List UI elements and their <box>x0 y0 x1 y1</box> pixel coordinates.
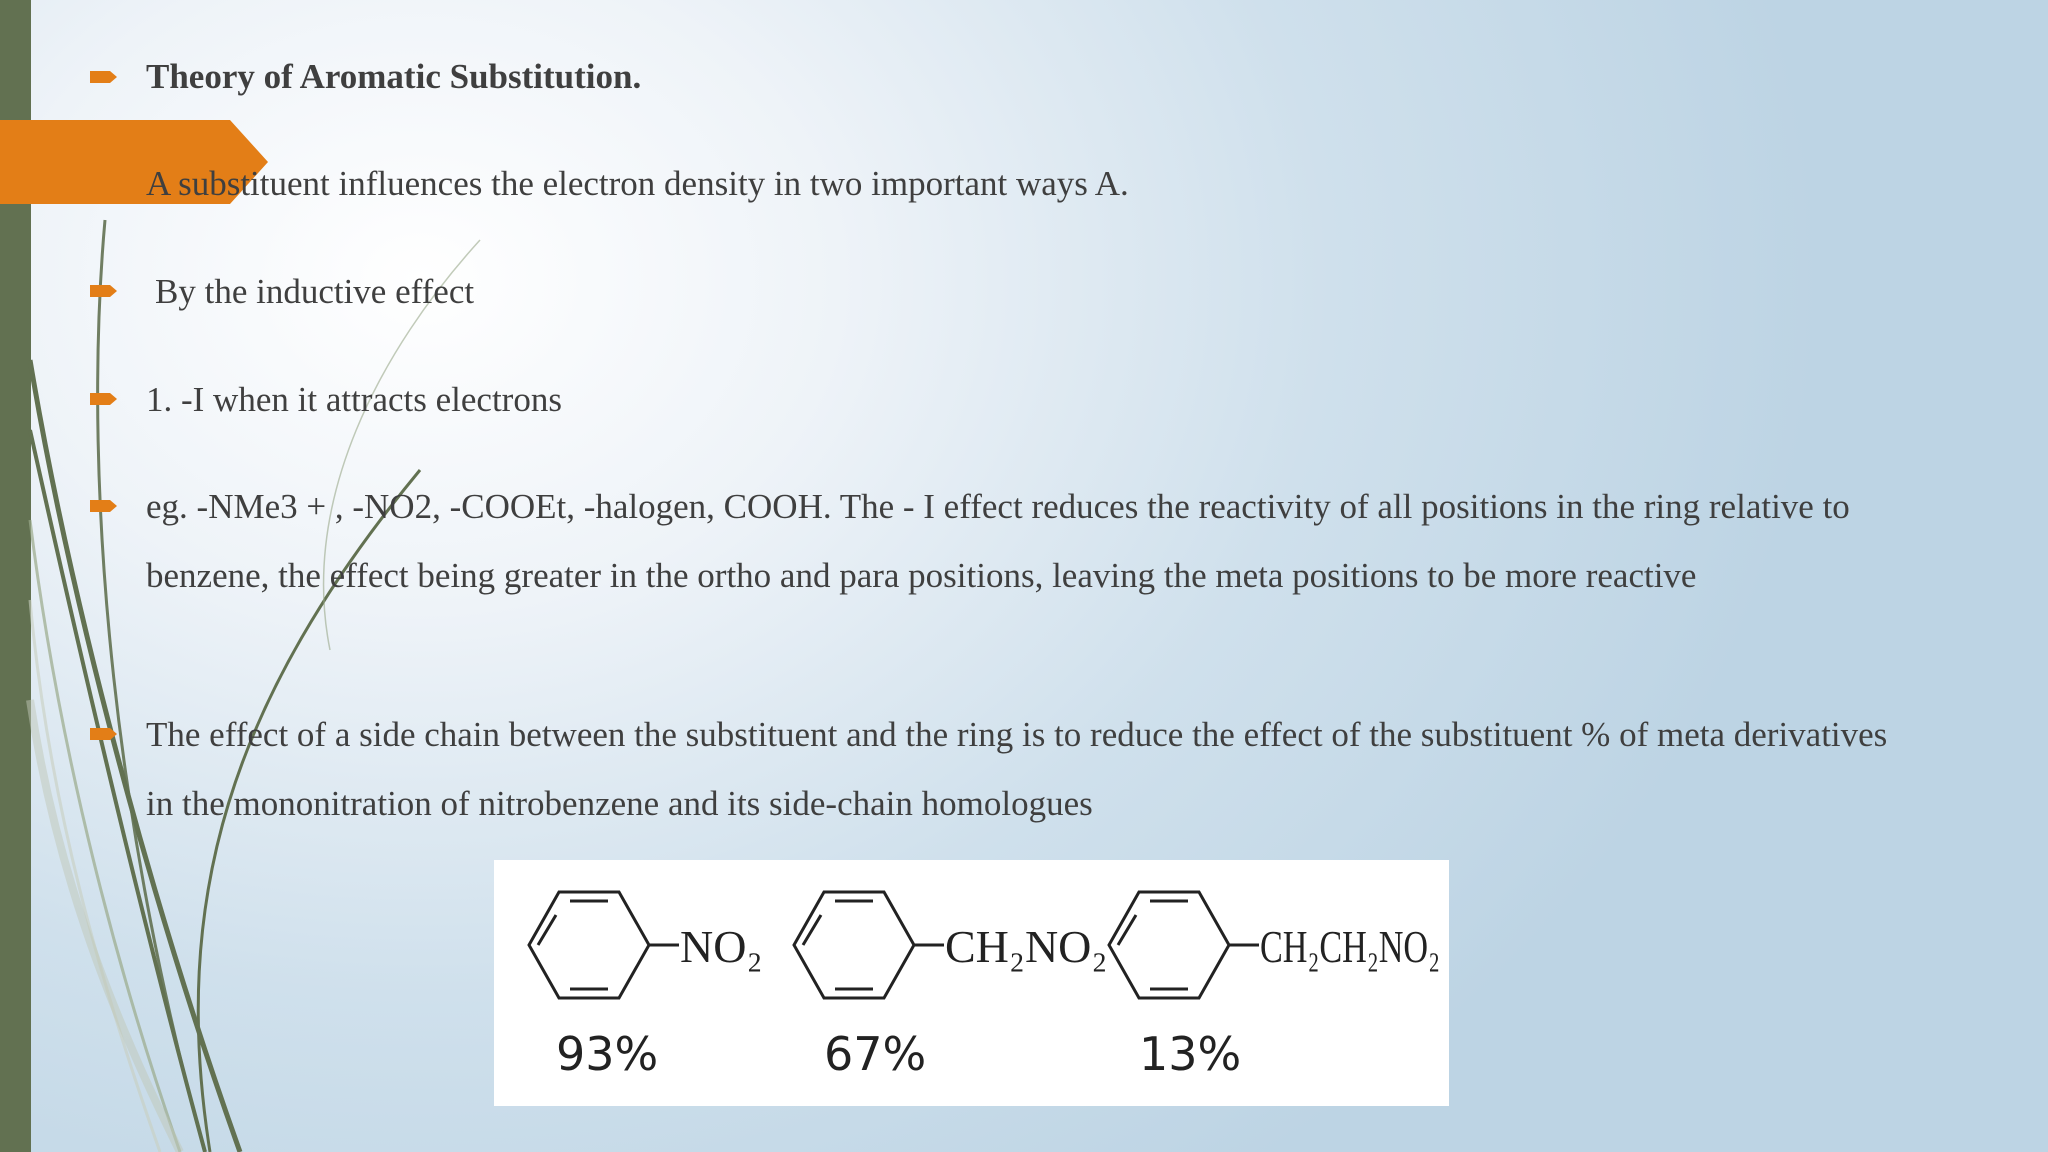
bullet-inductive-effect: By the inductive effect <box>155 272 475 311</box>
nitration-structures-figure <box>494 860 1449 1106</box>
bullet-examples: eg. -NMe3 + , -NO2, -COOEt, -halogen, COOH. The - I effect reduces the reactivity of all positions in the ring relative to benzene, the effect being greater in the ortho and para positions, leaving the meta positions to be more reactive <box>146 487 1850 595</box>
bullet-minus-i: 1. -I when it attracts electrons <box>146 380 562 419</box>
arrow-bullet-icon <box>90 69 118 85</box>
bullet-side-chain: The effect of a side chain between the substituent and the ring is to reduce the effect of the substituent % of meta derivatives in the mononitration of nitrobenzene and its side-chain homologues <box>146 715 1888 823</box>
arrow-bullet-icon <box>90 391 118 407</box>
intro-text: A substituent influences the electron density in two important ways A. <box>146 164 1129 203</box>
substituent-nitroethyl: CH₂CH₂NO₂ <box>1260 921 1440 972</box>
arrow-bullet-icon <box>90 726 118 742</box>
substituent-nitro: NO₂ <box>680 921 763 972</box>
substituent-nitromethyl: CH₂NO₂ <box>945 921 1108 972</box>
arrow-bullet-icon <box>90 283 118 299</box>
percent-meta-phenylnitromethane: 67% <box>824 1027 927 1081</box>
slide-heading: Theory of Aromatic Substitution. <box>146 57 642 96</box>
percent-meta-phenylnitroethane: 13% <box>1139 1027 1242 1081</box>
arrow-bullet-icon <box>90 498 118 514</box>
percent-meta-nitrobenzene: 93% <box>556 1027 659 1081</box>
